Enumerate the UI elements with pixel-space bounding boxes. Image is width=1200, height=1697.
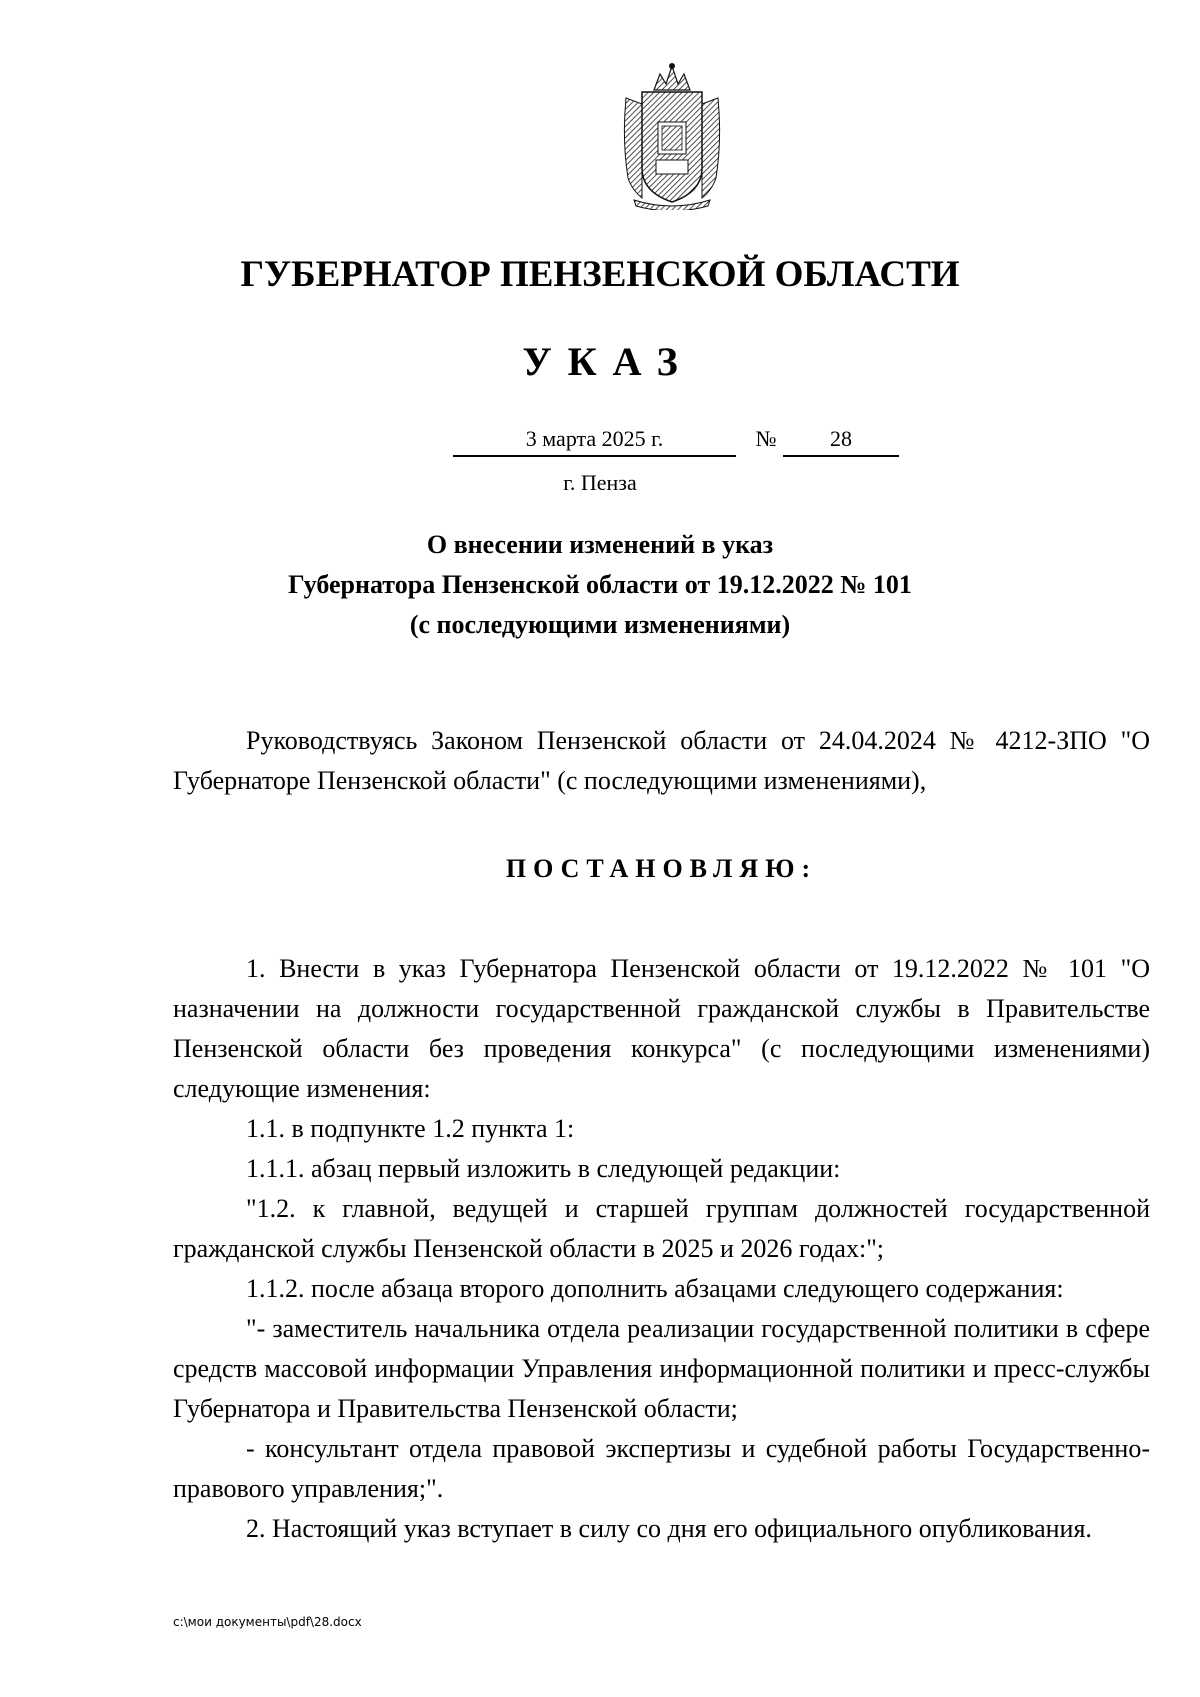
title-line-2: Губернатора Пензенской области от 19.12.2022 № 101: [288, 570, 912, 599]
file-path-footer: c:\мои документы\pdf\28.docx: [173, 1615, 362, 1629]
document-title: [0, 525, 1200, 645]
document-number: 28: [783, 425, 899, 457]
number-sign: №: [755, 426, 777, 451]
paragraph-1-1: 1.1. в подпункте 1.2 пункта 1:: [246, 1114, 575, 1143]
paragraph-1-1-2: 1.1.2. после абзаца второго дополнить абзацами следующего содержания:: [246, 1274, 1064, 1303]
paragraph-2: 2. Настоящий указ вступает в силу со дня его официального опубликования.: [246, 1514, 1092, 1543]
paragraph-1-1-2-a: "- заместитель начальника отдела реализации государственной политики в сфере средств массовой информации Управления информационной политики и пресс-службы Губернатора и Правительства Пензенской области;: [173, 1314, 1150, 1423]
paragraph-1-1-1: 1.1.1. абзац первый изложить в следующей редакции:: [246, 1154, 841, 1183]
paragraph-1: 1. Внести в указ Губернатора Пензенской области от 19.12.2022 № 101 "О назначении на должности государственной гражданской службы в Правительстве Пензенской области без проведения конкурса" (с последующими изменениями) следующие изменения:: [173, 954, 1150, 1103]
decree-word: ПОСТАНОВЛЯЮ:: [505, 854, 818, 883]
city: г. Пенза: [563, 470, 637, 495]
title-line-1: О внесении изменений в указ: [426, 530, 774, 559]
document-date: 3 марта 2025 г.: [453, 425, 736, 457]
document-type: УКАЗ: [522, 339, 694, 384]
issuing-authority: ГУБЕРНАТОР ПЕНЗЕНСКОЙ ОБЛАСТИ: [240, 254, 960, 295]
preamble-paragraph: Руководствуясь Законом Пензенской области от 24.04.2024 № 4212-ЗПО "О Губернаторе Пензенской области" (с последующими изменениями),: [173, 726, 1150, 795]
coat-of-arms-icon: [612, 60, 732, 210]
title-line-3: (с последующими изменениями): [409, 610, 791, 639]
paragraph-1-1-1-text: "1.2. к главной, ведущей и старшей группам должностей государственной гражданской службы Пензенской области в 2025 и 2026 годах:";: [173, 1194, 1150, 1263]
document-body: [173, 721, 1150, 1549]
paragraph-1-1-2-b: - консультант отдела правовой экспертизы и судебной работы Государственно-правового управления;".: [173, 1434, 1150, 1503]
